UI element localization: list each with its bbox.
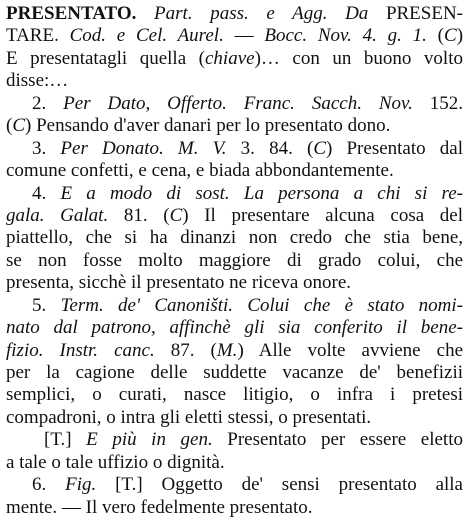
entry-text-segment: PRESEN- — [368, 3, 463, 24]
entry-text-segment: 3. — [32, 137, 47, 159]
entry-text-segment: C — [169, 204, 183, 226]
entry-text-segment: M. — [216, 339, 238, 361]
entry-text-segment: Per Dato, Offerto. Franc. Sacch. Nov. — [46, 92, 413, 114]
entry-line — [6, 70, 463, 92]
entry-line — [6, 138, 463, 160]
entry-text-segment: — — [223, 25, 265, 47]
entry-line — [6, 250, 463, 272]
entry-text-segment: 3. 84. ( — [226, 137, 314, 159]
entry-text-segment: ) Alle volte avviene che — [237, 339, 463, 361]
entry-line — [6, 25, 463, 47]
entry-text-segment: 81. ( — [108, 204, 170, 226]
entry-text-segment: 4. — [32, 182, 47, 204]
entry-text-segment: nato dal patrono, affinchè gli sia conferito il bene- — [6, 317, 463, 339]
entry-text-segment: C — [444, 25, 457, 47]
entry-text-segment — [136, 3, 154, 24]
entry-text-segment: ) — [456, 25, 463, 47]
entry-line — [6, 452, 463, 474]
entry-text-segment: )… con un buono volto — [254, 47, 463, 69]
entry-text-segment: disse:… — [6, 70, 69, 92]
entry-text-segment: E più in gen. — [86, 429, 213, 451]
entry-line — [6, 272, 463, 294]
entry-text-segment: Presentato per essere eletto — [212, 429, 463, 451]
entry-text-segment: Bocc. Nov. 4. g. 1. — [264, 25, 427, 47]
entry-line — [6, 384, 463, 406]
entry-text-segment: per la cagione delle suddette vacanze de' benefizii — [6, 362, 463, 383]
entry-line — [6, 48, 463, 70]
entry-text-segment: TARE. — [6, 25, 70, 47]
entry-text-segment: ( — [426, 25, 444, 47]
entry-text-segment: compadroni, o intra gli eletti stessi, o presentati. — [6, 406, 372, 428]
entry-text-segment: presenta, sicchè il presentato ne riceva onore. — [6, 272, 352, 294]
entry-text-segment: C — [12, 115, 26, 137]
entry-line — [6, 205, 463, 227]
entry-text-segment: mente. — Il vero fedelmente presentato. — [6, 496, 313, 518]
entry-line — [6, 3, 463, 25]
entry-text-segment: 6. — [32, 474, 47, 496]
entry-line — [6, 295, 463, 317]
entry-line — [6, 474, 463, 496]
entry-text-segment: [T.] Oggetto de' sensi presentato alla — [96, 474, 463, 496]
entry-text-segment: E presentatagli quella ( — [6, 47, 205, 69]
entry-line — [6, 340, 463, 362]
entry-text-segment: [T.] — [44, 429, 87, 451]
entry-text-segment: gala. Galat. — [6, 204, 109, 226]
entry-text-segment: 152. — [412, 92, 463, 114]
entry-line — [6, 160, 463, 182]
entry-text-segment: 5. — [32, 294, 47, 316]
entry-text-segment: comune confetti, e cena, e biada abbondantemente. — [6, 160, 394, 182]
entry-text-segment: chiave — [205, 47, 255, 69]
entry-text-segment: Per Donato. M. V. — [46, 137, 227, 159]
entry-line — [6, 429, 463, 451]
entry-line — [6, 497, 463, 519]
entry-text-segment: Fig. — [46, 474, 97, 496]
entry-line — [6, 183, 463, 205]
entry-text-segment: piattello, che si ha dinanzi non credo che stia bene, — [6, 227, 463, 249]
headword: PRESENTATO. — [6, 3, 137, 24]
entry-text-segment: Cod. e Cel. Aurel. — [69, 25, 224, 47]
entry-text-segment: semplici, o curati, nasce litigio, o infra i pretesi — [6, 384, 463, 406]
entry-text-segment: 2. — [32, 92, 47, 114]
entry-text-segment: ) Pensando d'aver danari per lo presentato dono. — [25, 115, 391, 137]
entry-text-segment: a tale o tale uffizio o dignità. — [6, 451, 225, 473]
entry-line — [6, 93, 463, 115]
entry-line — [6, 362, 463, 384]
entry-line — [6, 317, 463, 339]
entry-text-segment: se non fosse molto maggiore di grado colui, che — [6, 249, 463, 271]
entry-text-segment: fizio. Instr. canc. — [6, 339, 155, 361]
entry-line — [6, 115, 463, 137]
entry-line — [6, 407, 463, 429]
entry-text-segment: E a modo di sost. La persona a chi si re- — [46, 182, 463, 204]
entry-text-segment: Term. de' Canoništi. Colui che è stato nomi- — [46, 294, 463, 316]
entry-text-segment: ) Presentato dal — [326, 137, 463, 159]
entry-text-segment: Part. pass. e Agg. Da — [154, 3, 369, 24]
entry-text-segment: ) Il presentare alcuna cosa del — [182, 204, 463, 226]
entry-line — [6, 227, 463, 249]
entry-text-segment: ( — [6, 115, 13, 137]
entry-text-segment: 87. ( — [154, 339, 217, 361]
entry-text-segment: C — [313, 137, 327, 159]
